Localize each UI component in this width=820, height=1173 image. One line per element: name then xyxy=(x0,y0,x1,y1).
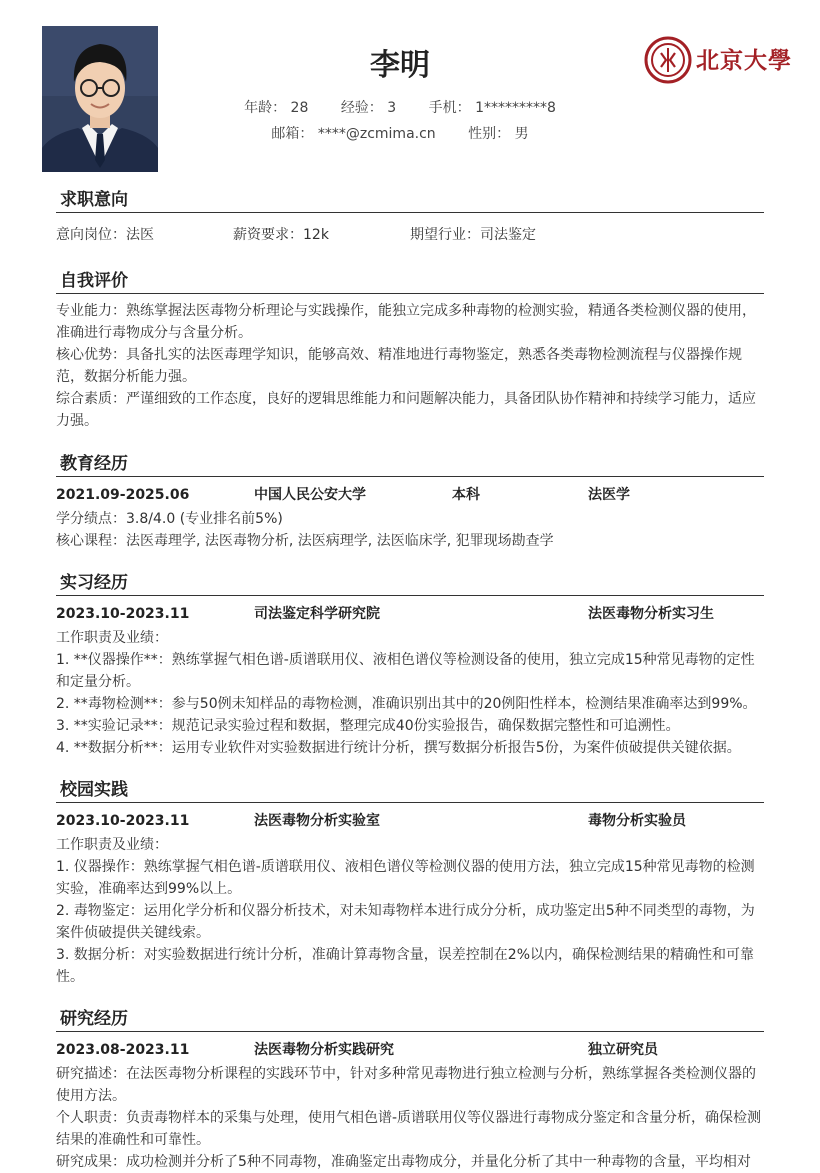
section-title: 自我评价 xyxy=(56,268,764,294)
internship-role: 法医毒物分析实习生 xyxy=(588,606,714,622)
research-role: 独立研究员 xyxy=(588,1042,658,1058)
internship-detail-line: 4. **数据分析**：运用专业软件对实验数据进行统计分析，撰写数据分析报告5份，为案件侦破提供关键依据。 xyxy=(56,740,741,756)
self-eval-line: 专业能力：熟练掌握法医毒物分析理论与实践操作，能独立完成多种毒物的检测实验，精通各类检测仪器的使用，准确进行毒物成分与含量分析。 xyxy=(56,303,756,341)
research-date: 2023.08-2023.11 xyxy=(56,1042,190,1058)
campus-date: 2023.10-2023.11 xyxy=(56,813,190,829)
section-title: 实习经历 xyxy=(56,570,764,596)
campus-detail-line: 工作职责及业绩： xyxy=(56,837,168,853)
university-name: 北京大學 xyxy=(696,47,792,74)
intended-position: 意向岗位：法医 xyxy=(56,227,154,243)
research-detail-line: 研究描述：在法医毒物分析课程的实践环节中，针对多种常见毒物进行独立检测与分析，熟练掌握各类检测仪器的使用方法。 xyxy=(56,1066,756,1104)
self-eval-line: 综合素质：严谨细致的工作态度，良好的逻辑思维能力和问题解决能力，具备团队协作精神和持续学习能力，适应力强。 xyxy=(56,391,756,429)
job-intent-row xyxy=(56,224,764,246)
section-research xyxy=(56,1006,764,1173)
education-detail-line: 核心课程：法医毒理学, 法医毒物分析, 法医病理学, 法医临床学, 犯罪现场勘查学 xyxy=(56,533,554,549)
section-campus-practice xyxy=(56,777,764,988)
basic-info-line-2 xyxy=(0,123,800,143)
internship-detail-line: 1. **仪器操作**：熟练掌握气相色谱-质谱联用仪、液相色谱仪等检测设备的使用，独立完成15种常见毒物的定性和定量分析。 xyxy=(56,652,755,690)
research-detail-line: 个人职责：负责毒物样本的采集与处理，使用气相色谱-质谱联用仪等仪器进行毒物成分鉴定和含量分析，确保检测结果的准确性和可靠性。 xyxy=(56,1110,762,1148)
campus-detail-line: 2. 毒物鉴定：运用化学分析和仪器分析技术，对未知毒物样本进行成分分析，成功鉴定出5种不同类型的毒物，为案件侦破提供关键线索。 xyxy=(56,903,755,941)
research-header-row xyxy=(56,1039,764,1061)
internship-detail-line: 3. **实验记录**：规范记录实验过程和数据，整理完成40份实验报告，确保数据完整性和可追溯性。 xyxy=(56,718,680,734)
gender-field: 性别： 男 xyxy=(468,126,529,142)
education-date: 2021.09-2025.06 xyxy=(56,487,190,503)
degree: 本科 xyxy=(452,487,480,503)
phone-field: 手机： 1*********8 xyxy=(428,100,556,116)
expected-salary: 薪资要求：12k xyxy=(233,227,329,243)
campus-detail-line: 1. 仪器操作：熟练掌握气相色谱-质谱联用仪、液相色谱仪等检测仪器的使用方法，独立完成15种常见毒物的检测实验，准确率达到99%以上。 xyxy=(56,859,755,897)
section-education xyxy=(56,451,764,552)
internship-header-row xyxy=(56,603,764,625)
section-title: 校园实践 xyxy=(56,777,764,803)
self-eval-line: 核心优势：具备扎实的法医毒理学知识，能够高效、精准地进行毒物鉴定，熟悉各类毒物检测流程与仪器操作规范，数据分析能力强。 xyxy=(56,347,742,385)
university-seal-icon xyxy=(644,36,692,84)
school-name: 中国人民公安大学 xyxy=(254,487,366,503)
education-header-row xyxy=(56,484,764,506)
basic-info-line-1 xyxy=(0,97,800,117)
major: 法医学 xyxy=(588,487,630,503)
research-detail-line: 研究成果：成功检测并分析了5种不同毒物，准确鉴定出毒物成分，并量化分析了其中一种毒物的含量，平均相对 xyxy=(56,1154,751,1170)
internship-detail-line: 工作职责及业绩： xyxy=(56,630,168,646)
section-self-evaluation xyxy=(56,268,764,432)
university-logo xyxy=(644,36,796,84)
expected-industry: 期望行业：司法鉴定 xyxy=(410,227,536,243)
section-title: 教育经历 xyxy=(56,451,764,477)
experience-field: 经验： 3 xyxy=(340,100,397,116)
internship-organization: 司法鉴定科学研究院 xyxy=(254,606,380,622)
internship-date: 2023.10-2023.11 xyxy=(56,606,190,622)
age-field: 年龄： 28 xyxy=(244,100,309,116)
candidate-name: 李明 xyxy=(370,48,430,83)
section-title: 研究经历 xyxy=(56,1006,764,1032)
research-project: 法医毒物分析实践研究 xyxy=(254,1042,394,1058)
section-job-intent xyxy=(56,187,764,246)
campus-organization: 法医毒物分析实验室 xyxy=(254,813,380,829)
education-detail-line: 学分绩点：3.8/4.0 (专业排名前5%) xyxy=(56,511,283,527)
section-internship xyxy=(56,570,764,759)
campus-header-row xyxy=(56,810,764,832)
internship-detail-line: 2. **毒物检测**：参与50例未知样品的毒物检测，准确识别出其中的20例阳性样本，检测结果准确率达到99%。 xyxy=(56,696,757,712)
campus-detail-line: 3. 数据分析：对实验数据进行统计分析，准确计算毒物含量，误差控制在2%以内，确保检测结果的精确性和可靠性。 xyxy=(56,947,755,985)
email-field: 邮箱： ****@zcmima.cn xyxy=(271,126,436,142)
campus-role: 毒物分析实验员 xyxy=(588,813,686,829)
section-title: 求职意向 xyxy=(56,187,764,213)
